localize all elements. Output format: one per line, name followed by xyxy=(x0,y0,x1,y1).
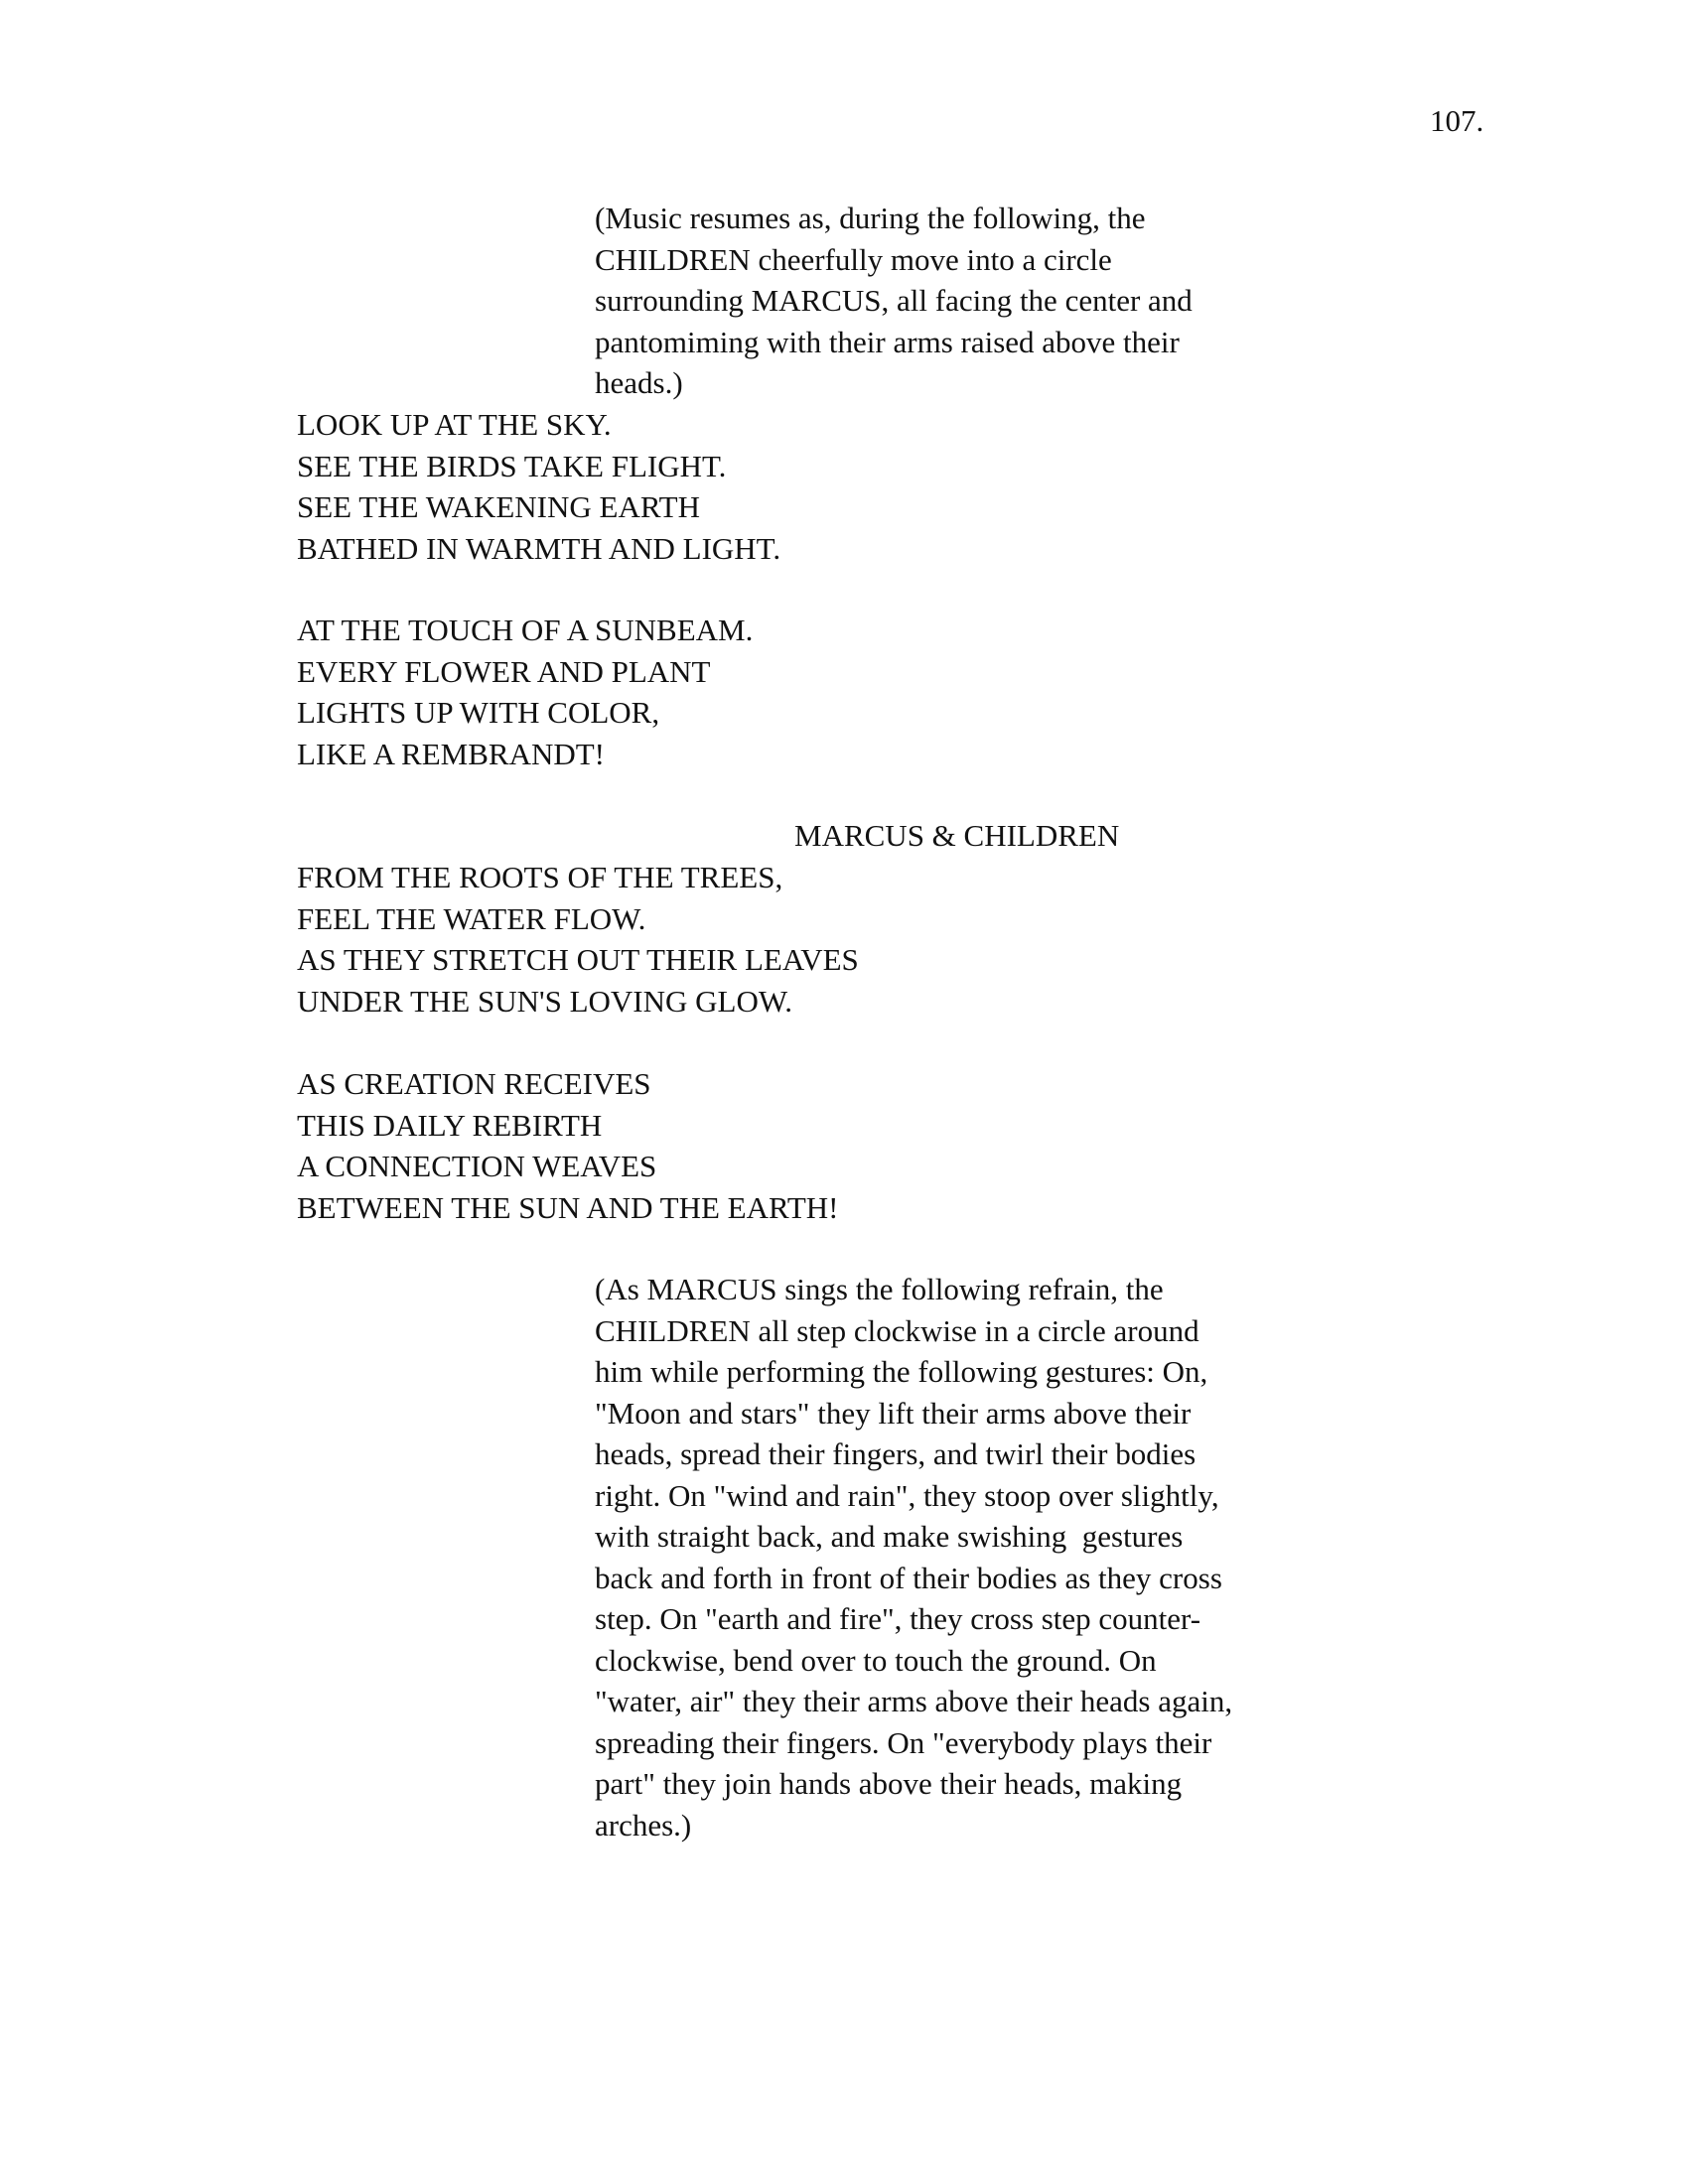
stage-direction-line: "water, air" they their arms above their heads again, xyxy=(595,1684,1233,1718)
stage-direction-line: right. On "wind and rain", they stoop over slightly, xyxy=(595,1477,1219,1513)
page-number: 107. xyxy=(1430,103,1484,138)
stage-direction-line: spreading their fingers. On "everybody plays their xyxy=(595,1724,1212,1760)
stage-direction-line: "Moon and stars" they lift their arms above their xyxy=(595,1395,1192,1431)
stage-direction-refrain-gestures xyxy=(595,1269,1310,1845)
stage-direction-line: him while performing the following gestures: On, xyxy=(595,1354,1208,1389)
lyric-line: SEE THE BIRDS TAKE FLIGHT. xyxy=(297,448,727,483)
stage-direction-line: (Music resumes as, during the following, the xyxy=(595,201,1146,235)
stage-direction-line: heads.) xyxy=(595,365,683,400)
lyric-line: A CONNECTION WEAVES xyxy=(297,1149,657,1183)
lyric-verse-2 xyxy=(297,610,753,774)
stage-direction-line: with straight back, and make swishing gestures xyxy=(595,1519,1184,1554)
stage-direction-line: heads, spread their fingers, and twirl their bodies xyxy=(595,1436,1196,1471)
lyric-verse-4 xyxy=(297,1063,838,1228)
stage-direction-line: part" they join hands above their heads, making xyxy=(595,1766,1183,1801)
lyric-line: LIKE A REMBRANDT! xyxy=(297,736,605,771)
speaker-name: MARCUS & CHILDREN xyxy=(794,818,1120,853)
stage-direction-line: CHILDREN cheerfully move into a circle xyxy=(595,241,1112,277)
stage-direction-line: (As MARCUS sings the following refrain, the xyxy=(595,1272,1164,1306)
lyric-line: THIS DAILY REBIRTH xyxy=(297,1107,603,1143)
lyric-line: EVERY FLOWER AND PLANT xyxy=(297,653,711,689)
lyric-line: LOOK UP AT THE SKY. xyxy=(297,407,612,442)
stage-direction-line: step. On "earth and fire", they cross step counter- xyxy=(595,1601,1201,1636)
lyric-line: LIGHTS UP WITH COLOR, xyxy=(297,695,660,730)
lyric-line: FROM THE ROOTS OF THE TREES, xyxy=(297,860,783,894)
lyric-line: AT THE TOUCH OF A SUNBEAM. xyxy=(297,613,754,647)
lyric-line: AS THEY STRETCH OUT THEIR LEAVES xyxy=(297,942,859,977)
lyric-line: BATHED IN WARMTH AND LIGHT. xyxy=(297,530,781,566)
lyric-line: FEEL THE WATER FLOW. xyxy=(297,900,646,936)
stage-direction-line: surrounding MARCUS, all facing the center and xyxy=(595,283,1193,318)
lyric-line: BETWEEN THE SUN AND THE EARTH! xyxy=(297,1189,839,1225)
lyric-verse-3 xyxy=(297,857,859,1022)
stage-direction-line: arches.) xyxy=(595,1807,692,1843)
stage-direction-line: CHILDREN all step clockwise in a circle around xyxy=(595,1312,1199,1348)
stage-direction-line: back and forth in front of their bodies as they cross xyxy=(595,1560,1222,1595)
stage-direction-line: clockwise, bend over to touch the ground. On xyxy=(595,1642,1157,1678)
lyric-verse-1 xyxy=(297,404,780,569)
lyric-line: AS CREATION RECEIVES xyxy=(297,1066,651,1101)
stage-direction-music-resumes xyxy=(595,198,1310,404)
lyric-line: UNDER THE SUN'S LOVING GLOW. xyxy=(297,983,792,1019)
stage-direction-line: pantomiming with their arms raised above their xyxy=(595,324,1180,359)
lyric-line: SEE THE WAKENING EARTH xyxy=(297,489,700,524)
